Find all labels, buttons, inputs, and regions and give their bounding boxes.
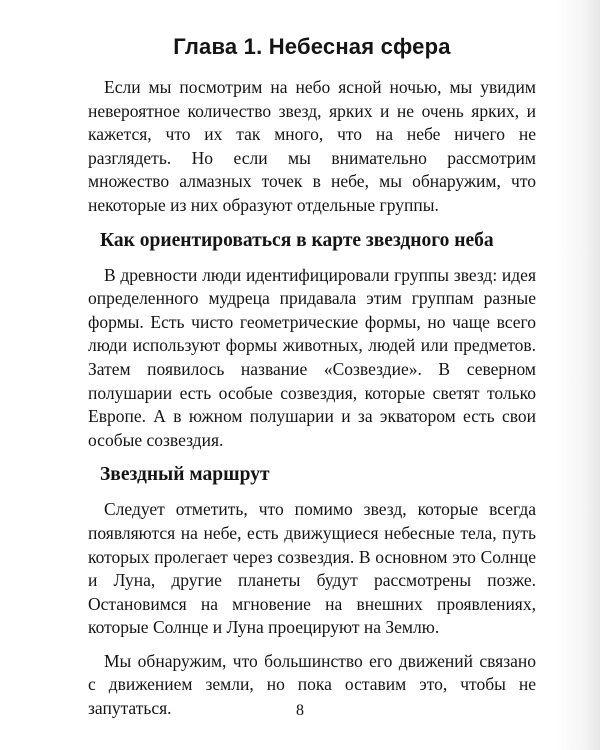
section-title-star-map: Как ориентироваться в карте звездного неба [100, 229, 494, 251]
page-number: 8 [296, 702, 304, 719]
star-map-paragraph: В древности люди идентифицировали группы звезд: идея определенного мудреца придавала этим группам разные формы. Есть чисто геометрические формы, но чаще всего люди используют формы животных, людей или предметов. Затем появилось название «Созвездие». В северном полушарии есть особые созвездия, которые светят только Европе. А в южном полушарии и за экватором есть свои особые созвездия. [88, 264, 536, 450]
star-route-paragraph: Следует отметить, что помимо звезд, которые всегда появляются на небе, есть движущиеся небесные тела, путь которых пролегает через созвездия. В основном это Солнце и Луна, другие планеты будут рассмотрены позже. Остановимся на мгновение на внешних проявлениях, которые Солнце и Луна проецируют на Землю. [88, 499, 536, 638]
book-page [88, 34, 536, 721]
earth-motion-paragraph: Мы обнаружим, что большинство его движений связано с движением земли, но пока оставим это, чтобы не запутаться. [88, 650, 536, 719]
intro-paragraph: Если мы посмотрим на небо ясной ночью, мы увидим невероятное количество звезд, ярких и не очень ярких, и кажется, что их так много, что на небе ничего не разглядеть. Но если мы внимательно рассмотрим множество алмазных точек в небе, мы обнаружим, что некоторые из них образуют отдельные группы. [88, 77, 536, 215]
paragraph-gap [88, 640, 536, 650]
chapter-title: Глава 1. Небесная сфера [173, 34, 451, 59]
page-edge-shadow [556, 0, 600, 750]
section-title-star-route: Звездный маршрут [100, 464, 270, 486]
